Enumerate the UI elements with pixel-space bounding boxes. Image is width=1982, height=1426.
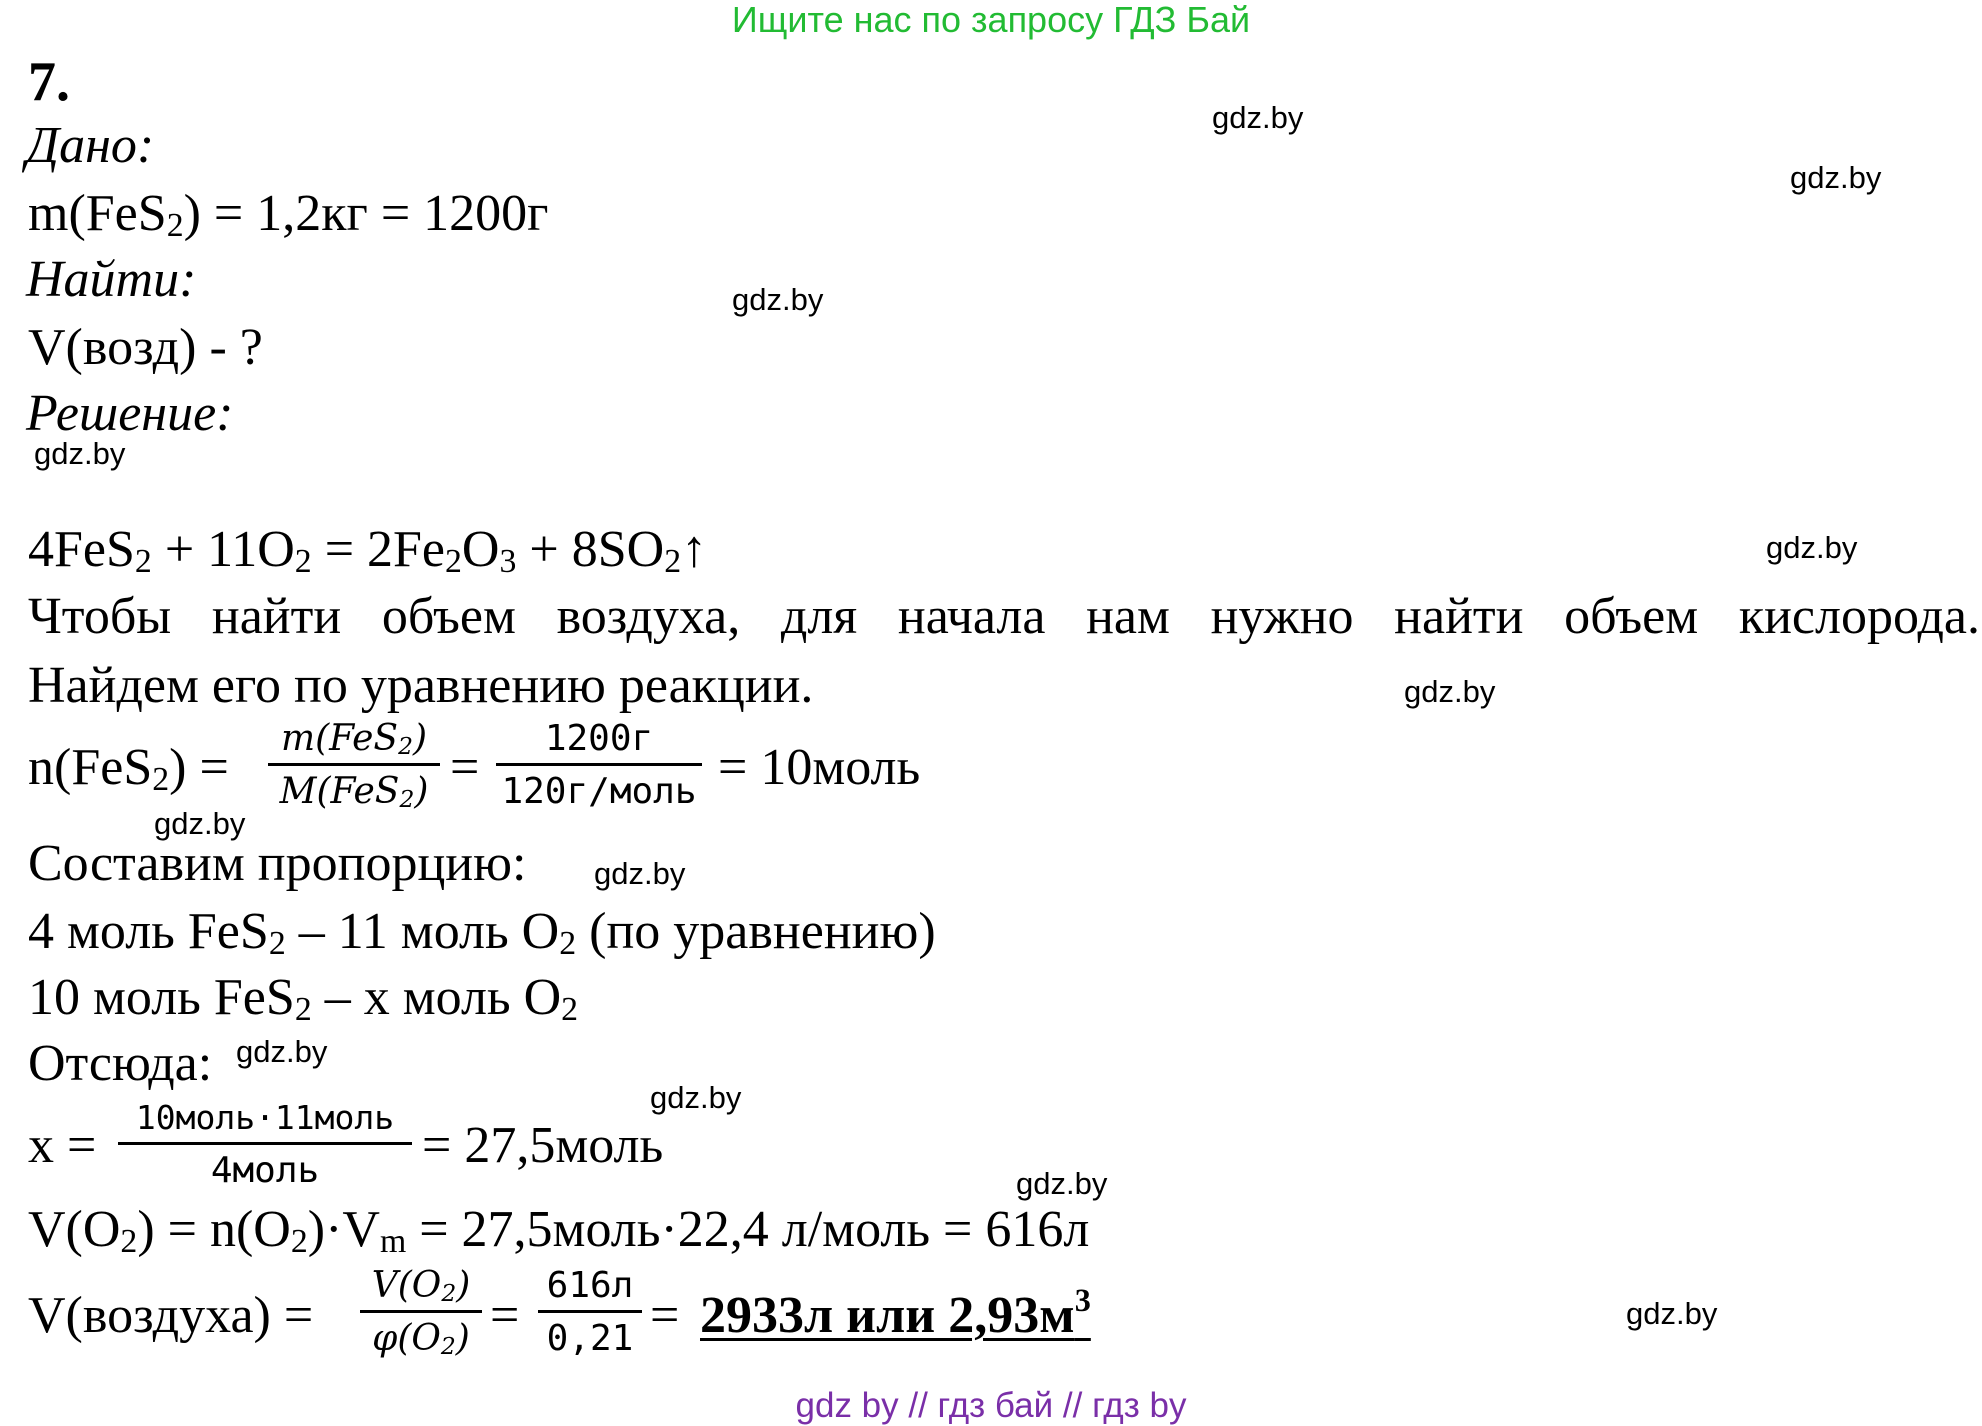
find-value: V(возд) - ?	[28, 319, 263, 376]
frac-text: )	[456, 1265, 471, 1306]
fraction-numerator: 616л	[546, 1265, 634, 1306]
subscript: 2	[559, 925, 577, 963]
subscript: m	[379, 1223, 407, 1261]
gas-arrow: ↑	[681, 521, 708, 578]
given-heading: Дано:	[26, 117, 155, 174]
vo2-text: )·V	[307, 1201, 380, 1258]
eq-part: + 11O	[151, 521, 295, 578]
fraction-numerator	[268, 715, 440, 763]
subscript: 2	[445, 543, 462, 581]
eq-part: = 2Fe	[311, 521, 446, 578]
task-number: 7.	[28, 51, 70, 113]
subscript: 2	[561, 991, 579, 1029]
subscript: 2	[294, 543, 312, 581]
fraction-denominator: 4моль	[210, 1150, 320, 1191]
final-answer	[700, 1282, 1091, 1346]
vo2-text: V(O	[28, 1201, 121, 1258]
n-calc-text: n(FeS	[28, 739, 153, 796]
paragraph-2: Найдем его по уравнению реакции.	[28, 657, 814, 714]
answer-text: 2933л или 2,93м	[700, 1287, 1075, 1344]
hence-label: Отсюда:	[28, 1035, 213, 1092]
fraction-numerator: 10моль·11моль	[135, 1098, 395, 1137]
equals-sign: =	[650, 1287, 680, 1344]
v-o2-calc	[28, 1200, 1089, 1260]
equals-sign: =	[490, 1287, 520, 1344]
watermark: gdz.by	[1626, 1296, 1718, 1331]
prop-text: 4 моль FeS	[28, 903, 269, 960]
prop-text: – 11 моль O	[285, 903, 560, 960]
footer-links: gdz by // гдз бай // гдз by	[795, 1386, 1187, 1425]
watermark: gdz.by	[732, 282, 824, 317]
solution-heading: Решение:	[26, 385, 234, 442]
v-air-lhs: V(воздуха) =	[28, 1287, 314, 1344]
watermark: gdz.by	[594, 856, 686, 891]
reaction-equation	[28, 520, 707, 580]
frac-text: )	[413, 718, 428, 759]
fraction-vo2-over-phi	[360, 1262, 482, 1365]
subscript: 2	[440, 1332, 456, 1361]
fraction-denominator	[268, 766, 440, 818]
n-calc-result: = 10моль	[718, 739, 921, 796]
fraction-denominator: 0,21	[546, 1318, 634, 1359]
given-mass	[28, 184, 548, 244]
eq-part: 4FeS	[28, 521, 135, 578]
subscript: 2	[120, 1223, 138, 1261]
watermark: gdz.by	[154, 806, 246, 841]
given-mass-text: ) = 1,2кг = 1200г	[183, 185, 549, 242]
fraction-mass-over-molar	[268, 715, 440, 818]
subscript: 2	[294, 991, 312, 1029]
fraction-values	[496, 715, 702, 818]
given-mass-text: m(FeS	[28, 185, 167, 242]
subscript: 2	[399, 785, 415, 814]
proportion-heading: Составим пропорцию:	[28, 835, 527, 892]
prop-text: – x моль O	[311, 969, 562, 1026]
superscript: 3	[1074, 1282, 1091, 1319]
frac-text: m(FeS	[280, 718, 399, 759]
subscript: 2	[398, 732, 413, 761]
n-calc-lhs	[28, 738, 229, 798]
paragraph-1: Чтобы найти объем воздуха, для начала нам нужно найти объем кислорода.	[28, 588, 1980, 645]
watermark: gdz.by	[236, 1034, 328, 1069]
proportion-line-1	[28, 902, 936, 962]
equals-sign: =	[450, 739, 480, 796]
watermark: gdz.by	[1212, 100, 1304, 135]
fraction-numerator	[360, 1262, 482, 1310]
watermark: gdz.by	[1766, 530, 1858, 565]
eq-part: + 8SO	[516, 521, 665, 578]
subscript: 3	[499, 543, 517, 581]
watermark: gdz.by	[34, 436, 126, 471]
prop-text: 10 моль FeS	[28, 969, 295, 1026]
eq-part: O	[461, 521, 500, 578]
find-heading: Найти:	[26, 251, 197, 308]
search-banner: Ищите нас по запросу ГДЗ Бай	[731, 0, 1251, 40]
subscript: 2	[134, 543, 152, 581]
prop-text: (по уравнению)	[576, 903, 936, 960]
subscript: 2	[268, 925, 286, 963]
watermark: gdz.by	[1016, 1166, 1108, 1201]
n-calc-text: ) =	[169, 739, 229, 796]
watermark: gdz.by	[1790, 160, 1882, 195]
fraction-denominator	[360, 1313, 482, 1365]
fraction-denominator: 120г/моль	[501, 771, 697, 812]
fraction-x	[118, 1094, 412, 1197]
subscript: 2	[290, 1223, 308, 1261]
x-calc-result: = 27,5моль	[422, 1117, 664, 1174]
x-calc-lhs: x =	[28, 1117, 97, 1174]
vo2-text: = 27,5моль·22,4 л/моль = 616л	[406, 1201, 1090, 1258]
frac-text: V(O	[371, 1265, 442, 1306]
subscript: 2	[664, 543, 682, 581]
frac-text: φ(O	[372, 1318, 441, 1359]
watermark: gdz.by	[1404, 674, 1496, 709]
subscript: 2	[152, 761, 170, 799]
frac-text: )	[414, 771, 429, 812]
frac-text: M(FeS	[279, 771, 400, 812]
frac-text: )	[455, 1318, 470, 1359]
fraction-air-values	[538, 1262, 642, 1365]
proportion-line-2	[28, 968, 578, 1028]
vo2-text: ) = n(O	[137, 1201, 291, 1258]
subscript: 2	[166, 207, 184, 245]
watermark: gdz.by	[650, 1080, 742, 1115]
fraction-numerator: 1200г	[544, 718, 654, 759]
subscript: 2	[441, 1279, 457, 1308]
